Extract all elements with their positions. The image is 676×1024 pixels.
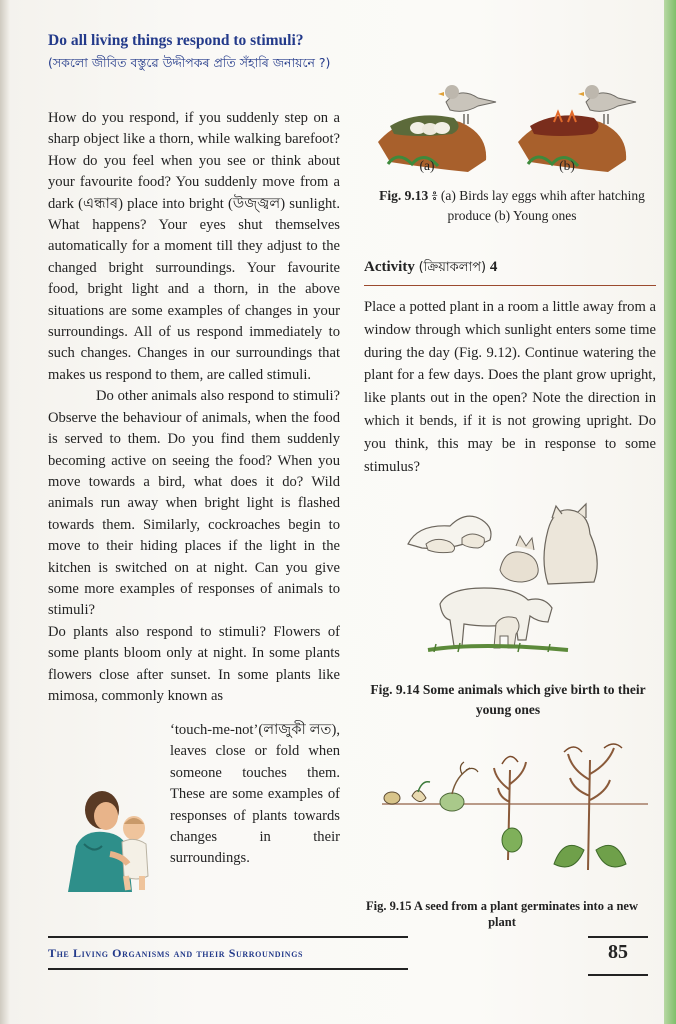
activity-text: Place a potted plant in a room a little away from a window through which sunlight enters some time during the day (Fig. 9.12). Continue watering the plant for a few days. Does the plant grow upright, like plants out in the open? Note the direction in which it bends, if it is not growing upright. Do you think, this may be in response to some stimulus? bbox=[364, 299, 656, 475]
figure-birds-nest bbox=[368, 72, 648, 180]
page-number-rule-top bbox=[588, 936, 648, 938]
left-column-text bbox=[48, 108, 340, 707]
chapter-title-footer: The Living Organisms and their Surroundings bbox=[48, 946, 304, 960]
activity-label-bengali: (ক্রিয়াকলাপ) bbox=[418, 260, 487, 275]
page-number-rule-bottom bbox=[588, 974, 648, 976]
mother-child-illustration bbox=[54, 784, 166, 894]
paragraph-mimosa: ‘touch-me-not’(লাজুকী লত), leaves close or fold when someone touches them. These are some examples of responses of plants towards changes in their surroundings. bbox=[170, 722, 340, 867]
caption-number: Fig. 9.13 bbox=[379, 188, 429, 203]
activity-label: Activity bbox=[364, 259, 415, 275]
caption-9-14-text: Fig. 9.14 Some animals which give birth to their young ones bbox=[370, 682, 646, 717]
page-gutter-shadow bbox=[0, 0, 10, 1024]
figure-animals bbox=[398, 500, 616, 672]
activity-text-block bbox=[364, 296, 656, 478]
figure-caption-9-15 bbox=[352, 898, 652, 930]
section-heading: Do all living things respond to stimuli? bbox=[48, 32, 304, 49]
figure-seed-germination bbox=[378, 740, 652, 880]
footer-rule-top bbox=[48, 936, 408, 938]
footer-rule-bottom bbox=[48, 968, 408, 970]
activity-heading bbox=[364, 258, 656, 286]
paragraph-stimuli-intro: How do you respond, if you suddenly step on a sharp object like a thorn, while walking barefoot? How do you feel when you see or think about your favourite food? You suddenly move from a dark (এন্ধাৰ) place into bright (উজ্জ্বল) sunlight. What happens? Your eyes shut themselves automatically for a moment till they adjust to the changed bright surroundings. Your favourite food, bright light and a thorn, in the above situations are some examples of changes in your surroundings. All of us respond immediately to such changes. Changes in our surroundings that makes us respond to them, are called stimuli. bbox=[48, 110, 340, 383]
page-number: 85 bbox=[608, 941, 628, 963]
figure-label-b: (b) bbox=[559, 158, 575, 173]
figure-caption-9-14 bbox=[360, 680, 656, 720]
paragraph-plants-respond: Do plants also respond to stimuli? Flowers of some plants bloom only at night. In some plants flowers close after sunset. In some plants like mimosa, commonly known as bbox=[48, 623, 340, 704]
caption-text: ៖ (a) Birds lay eggs whih after hatching produce (b) Young ones bbox=[431, 188, 645, 223]
caption-9-15-text: Fig. 9.15 A seed from a plant germinates into a new plant bbox=[366, 899, 638, 929]
figure-caption-9-13 bbox=[370, 186, 654, 226]
activity-number: 4 bbox=[489, 259, 498, 275]
page-edge-strip bbox=[664, 0, 676, 1024]
figure-label-a: (a) bbox=[419, 158, 435, 173]
section-heading-bengali: (সকলো জীবিত বস্তুৱে উদ্দীপকৰ প্ৰতি সঁহাৰি জনায়নে ?) bbox=[48, 55, 331, 70]
paragraph-animals-respond: Do other animals also respond to stimuli? Observe the behaviour of animals, when the food is served to them. Do you find them suddenly becoming active on seeing the food? When you move towards a bird, what does it do? Wild animals run away when bright light is flashed towards them. Similarly, cockroaches begin to move to their hiding places if the light in the kitchen is switched on at night. Can you give some more examples of responses of animals to stimuli? bbox=[48, 388, 340, 619]
